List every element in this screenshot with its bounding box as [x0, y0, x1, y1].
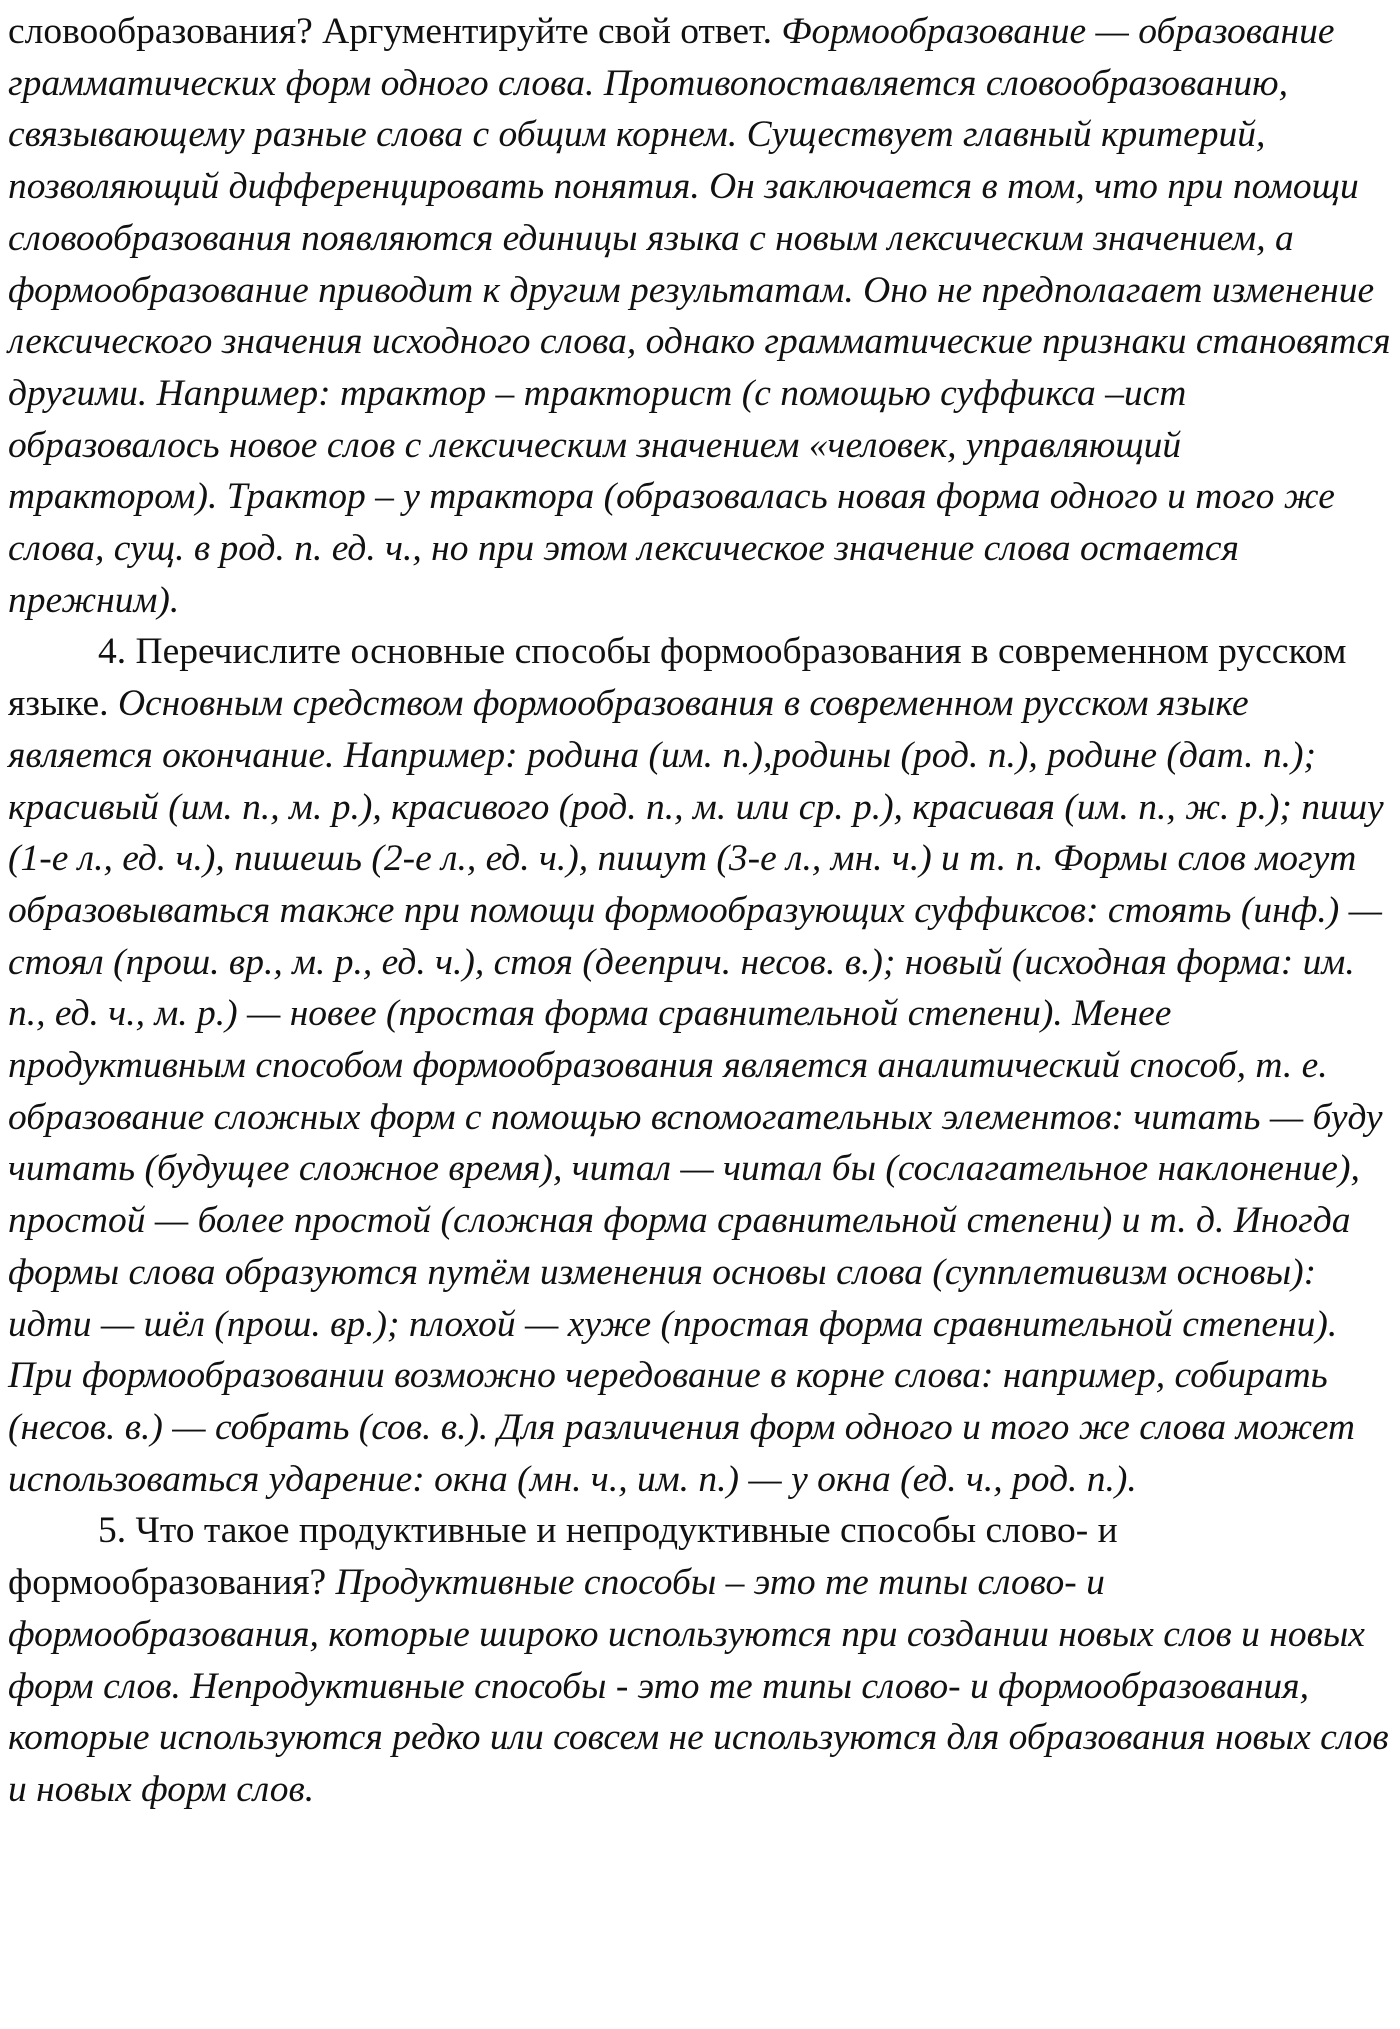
question-text: словообразования? Аргументируйте свой ответ.: [8, 11, 782, 52]
paragraph-question-4: [8, 626, 1392, 1505]
paragraph-question-5: [8, 1505, 1392, 1815]
question-text: 4. Перечислите основные способы формообразования в современном русском языке.: [8, 631, 1347, 725]
question-text: 5. Что такое продуктивные и непродуктивные способы слово- и формообразования?: [8, 1510, 1118, 1604]
answer-text: Продуктивные способы – это те типы слово- и формообразования, которые широко используются при создании новых слов и новых форм слов. Непродуктивные способы - это те типы слово- и формообразования, которые используются редко или совсем не используются для образования новых слов и новых форм слов.: [8, 1562, 1389, 1810]
document-page: [8, 6, 1392, 1816]
answer-text: Формообразование — образование грамматических форм одного слова. Противопоставляется словообразованию, связывающему разные слова с общим корнем. Существует главный критерий, позволяющий дифференцировать понятия. Он заключается в том, что при помощи словообразования появляются единицы языка с новым лексическим значением, а формообразование приводит к другим результатам. Оно не предполагает изменение лексического значения исходного слова, однако грамматические признаки становятся другими. Например: трактор – тракторист (с помощью суффикса –ист образовалось новое слов с лексическим значением «человек, управляющий трактором). Трактор – у трактора (образовалась новая форма одного и того же слова, сущ. в род. п. ед. ч., но при этом лексическое значение слова остается прежним).: [8, 11, 1391, 621]
answer-text: Основным средством формообразования в современном русском языке является окончание. Например: родина (им. п.),родины (род. п.), родине (дат. п.); красивый (им. п., м. р.), красивого (род. п., м. или ср. р.), красивая (им. п., ж. р.); пишу (1-е л., ед. ч.), пишешь (2-е л., ед. ч.), пишут (3-е л., мн. ч.) и т. п. Формы слов могут образовываться также при помощи формообразующих суффиксов: стоять (инф.) — стоял (прош. вр., м. р., ед. ч.), стоя (дееприч. несов. в.); новый (исходная форма: им. п., ед. ч., м. р.) — новее (простая форма сравнительной степени). Менее продуктивным способом формообразования является аналитический способ, т. е. образование сложных форм с помощью вспомогательных элементов: читать — буду читать (будущее сложное время), читал — читал бы (сослагательное наклонение), простой — более простой (сложная форма сравнительной степени) и т. д. Иногда формы слова образуются путём изменения основы слова (супплетивизм основы): идти — шёл (прош. вр.); плохой — хуже (простая форма сравнительной степени). При формообразовании возможно чередование в корне слова: например, собирать (несов. в.) — собрать (сов. в.). Для различения форм одного и того же слова может использоваться ударение: окна (мн. ч., им. п.) — у окна (ед. ч., род. п.).: [8, 683, 1384, 1500]
paragraph-word-formation-vs-form-formation: [8, 6, 1392, 626]
